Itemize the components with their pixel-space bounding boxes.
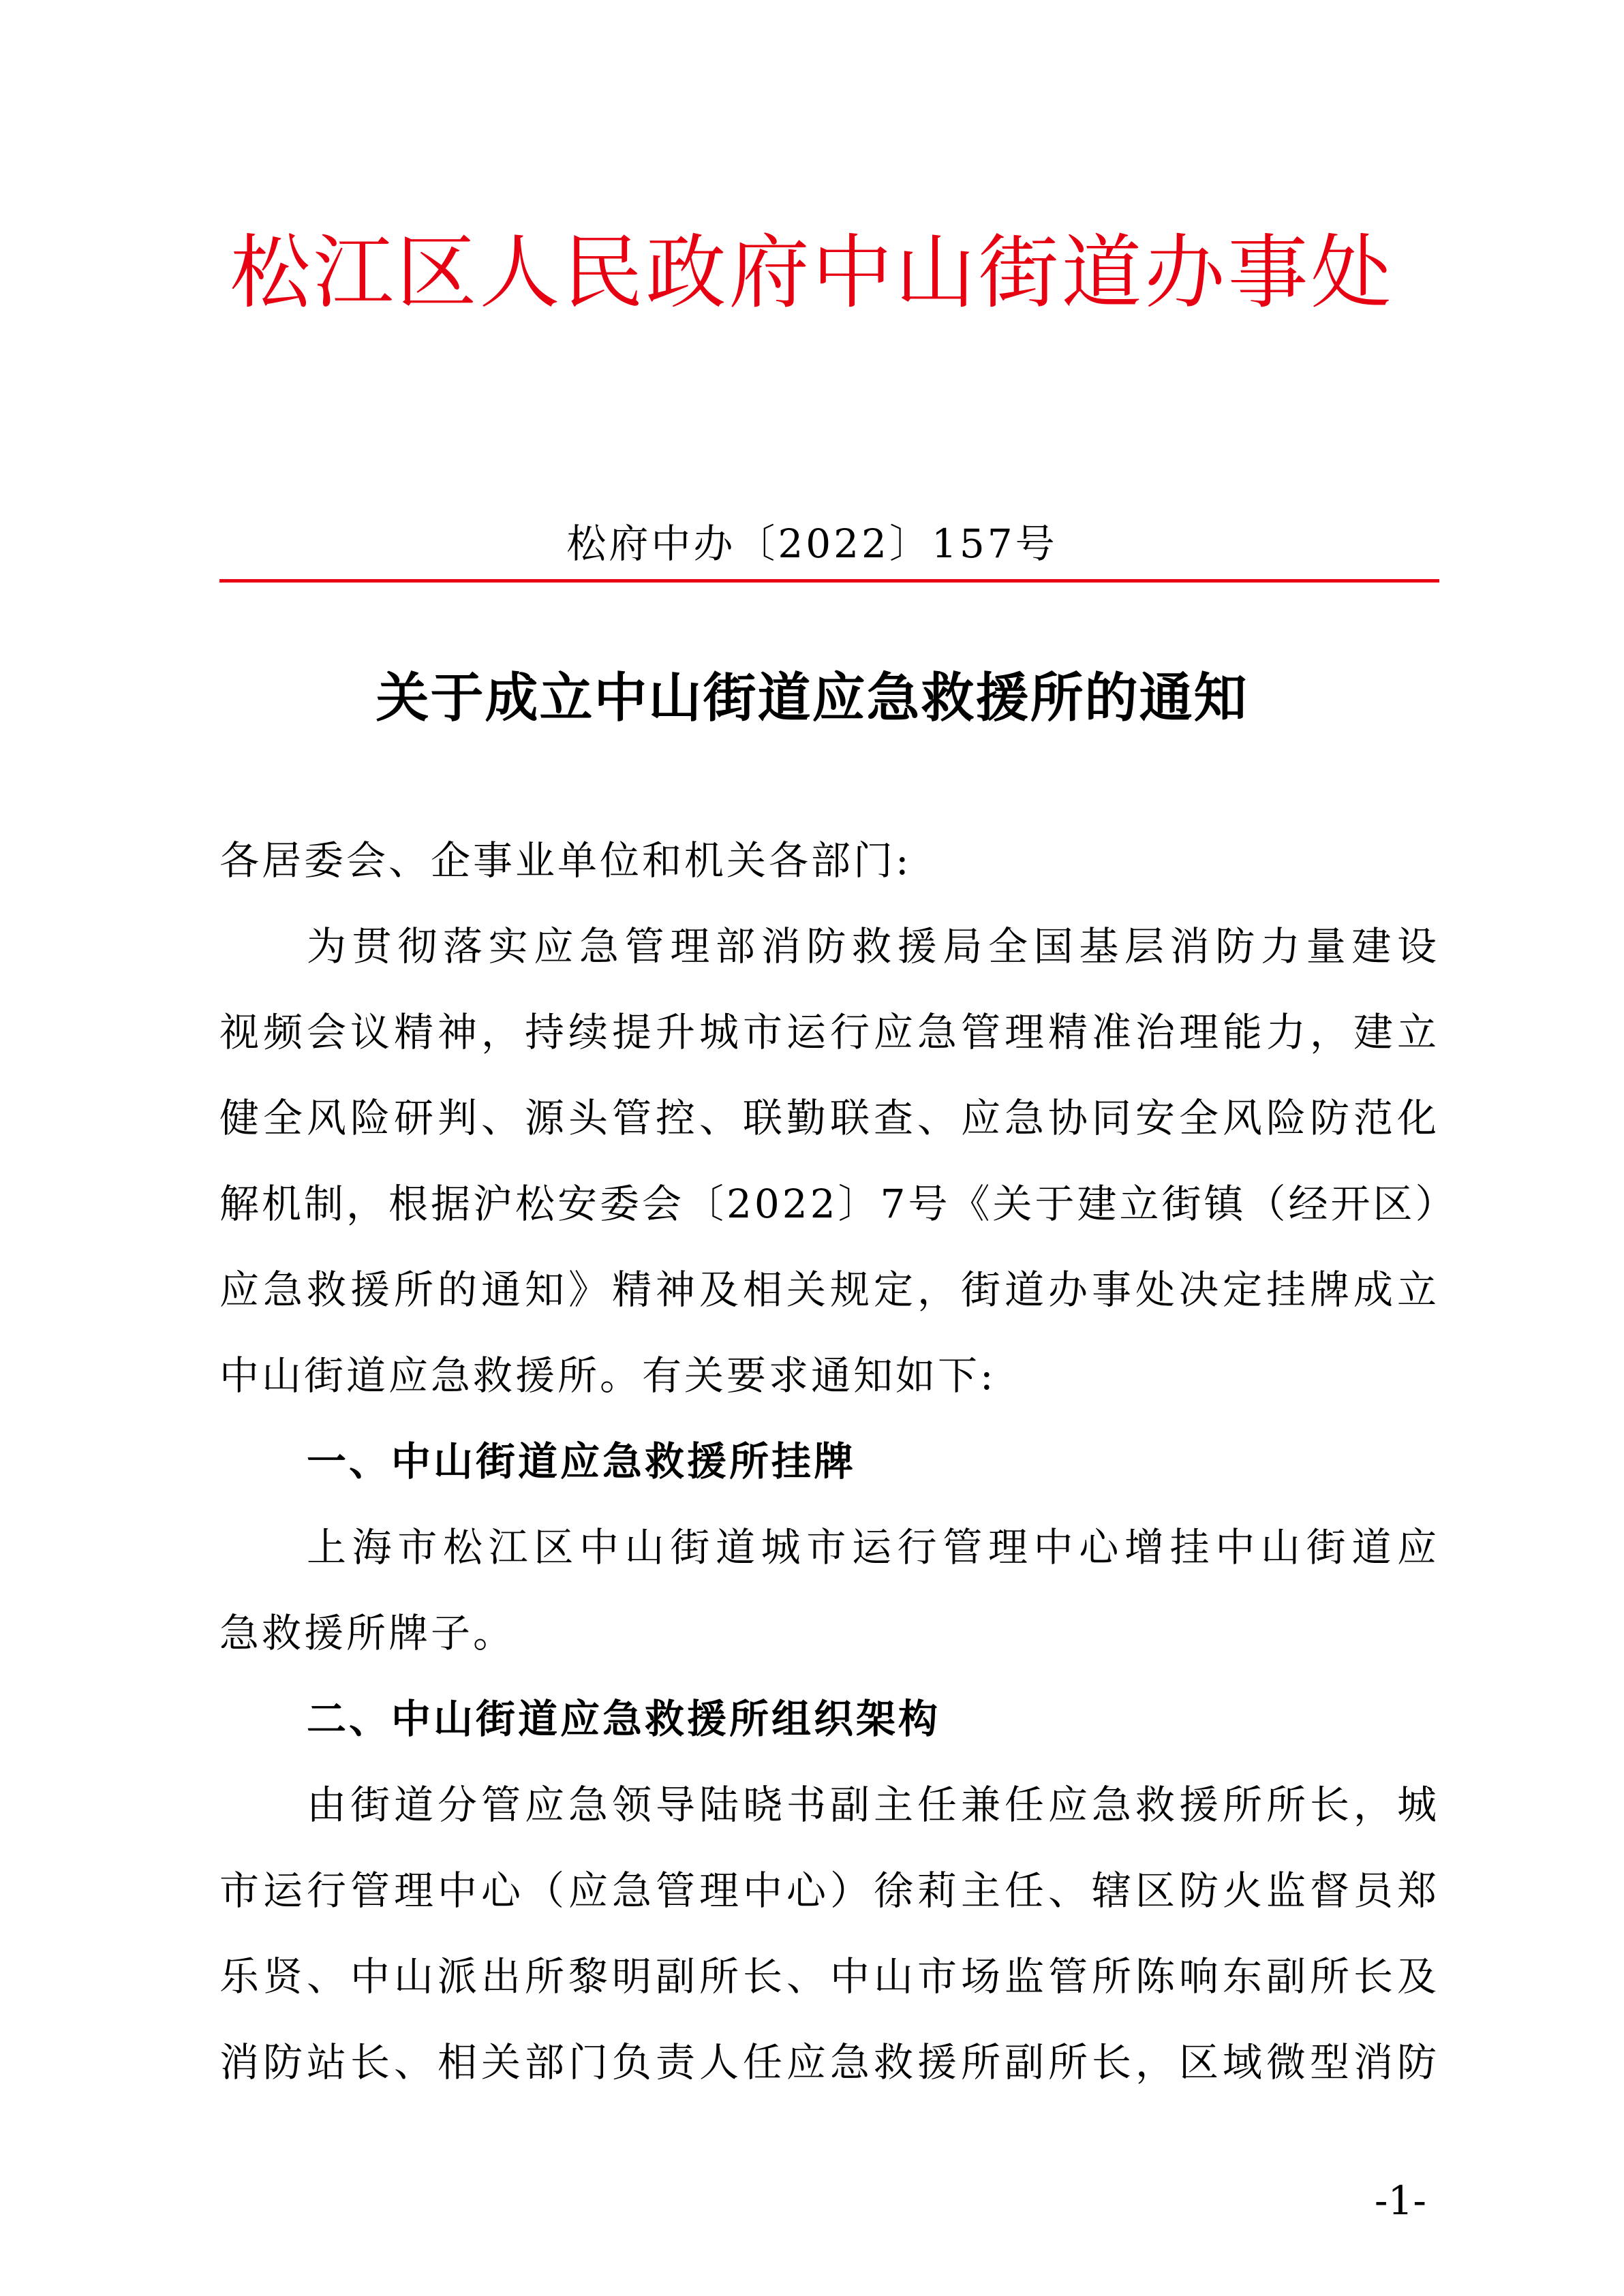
paragraph-line: 市运行管理中心（应急管理中心）徐莉主任、辖区防火监督员郑 (219, 1867, 1439, 1914)
paragraph-line: 中山街道应急救援所。有关要求通知如下: (219, 1352, 996, 1399)
paragraph-line: 健全风险研判、源头管控、联勤联查、应急协同安全风险防范化 (219, 1095, 1439, 1141)
document-number: 松府中办〔2022〕157号 (566, 521, 1058, 567)
paragraph-line: 消防站长、相关部门负责人任应急救援所副所长，区域微型消防 (219, 2039, 1439, 2085)
paragraph-line: 解机制，根据沪松安委会〔2022〕7号《关于建立街镇（经开区） (219, 1181, 1458, 1227)
section-heading-1: 一、中山街道应急救援所挂牌 (307, 1438, 857, 1485)
paragraph-line: 应急救援所的通知》精神及相关规定，街道办事处决定挂牌成立 (219, 1267, 1439, 1313)
document-body (219, 818, 1458, 2105)
notice-title: 关于成立中山街道应急救援所的通知 (376, 667, 1248, 729)
paragraph-line: 由街道分管应急领导陆晓书副主任兼任应急救援所所长，城 (307, 1782, 1439, 1828)
page-number: -1- (1374, 2177, 1426, 2224)
section-heading-2: 二、中山街道应急救援所组织架构 (307, 1696, 941, 1742)
paragraph-line: 上海市松江区中山街道城市运行管理中心增挂中山街道应 (307, 1524, 1439, 1570)
paragraph-line: 为贯彻落实应急管理部消防救援局全国基层消防力量建设 (307, 923, 1439, 969)
red-divider-line (219, 579, 1439, 583)
paragraph-line: 急救援所牌子。 (219, 1610, 516, 1656)
issuing-org-title: 松江区人民政府中山街道办事处 (230, 226, 1394, 320)
salutation: 各居委会、企事业单位和机关各部门: (219, 837, 912, 884)
paragraph-line: 视频会议精神，持续提升城市运行应急管理精准治理能力，建立 (219, 1009, 1439, 1055)
paragraph-line: 乐贤、中山派出所黎明副所长、中山市场监管所陈响东副所长及 (219, 1953, 1439, 2000)
